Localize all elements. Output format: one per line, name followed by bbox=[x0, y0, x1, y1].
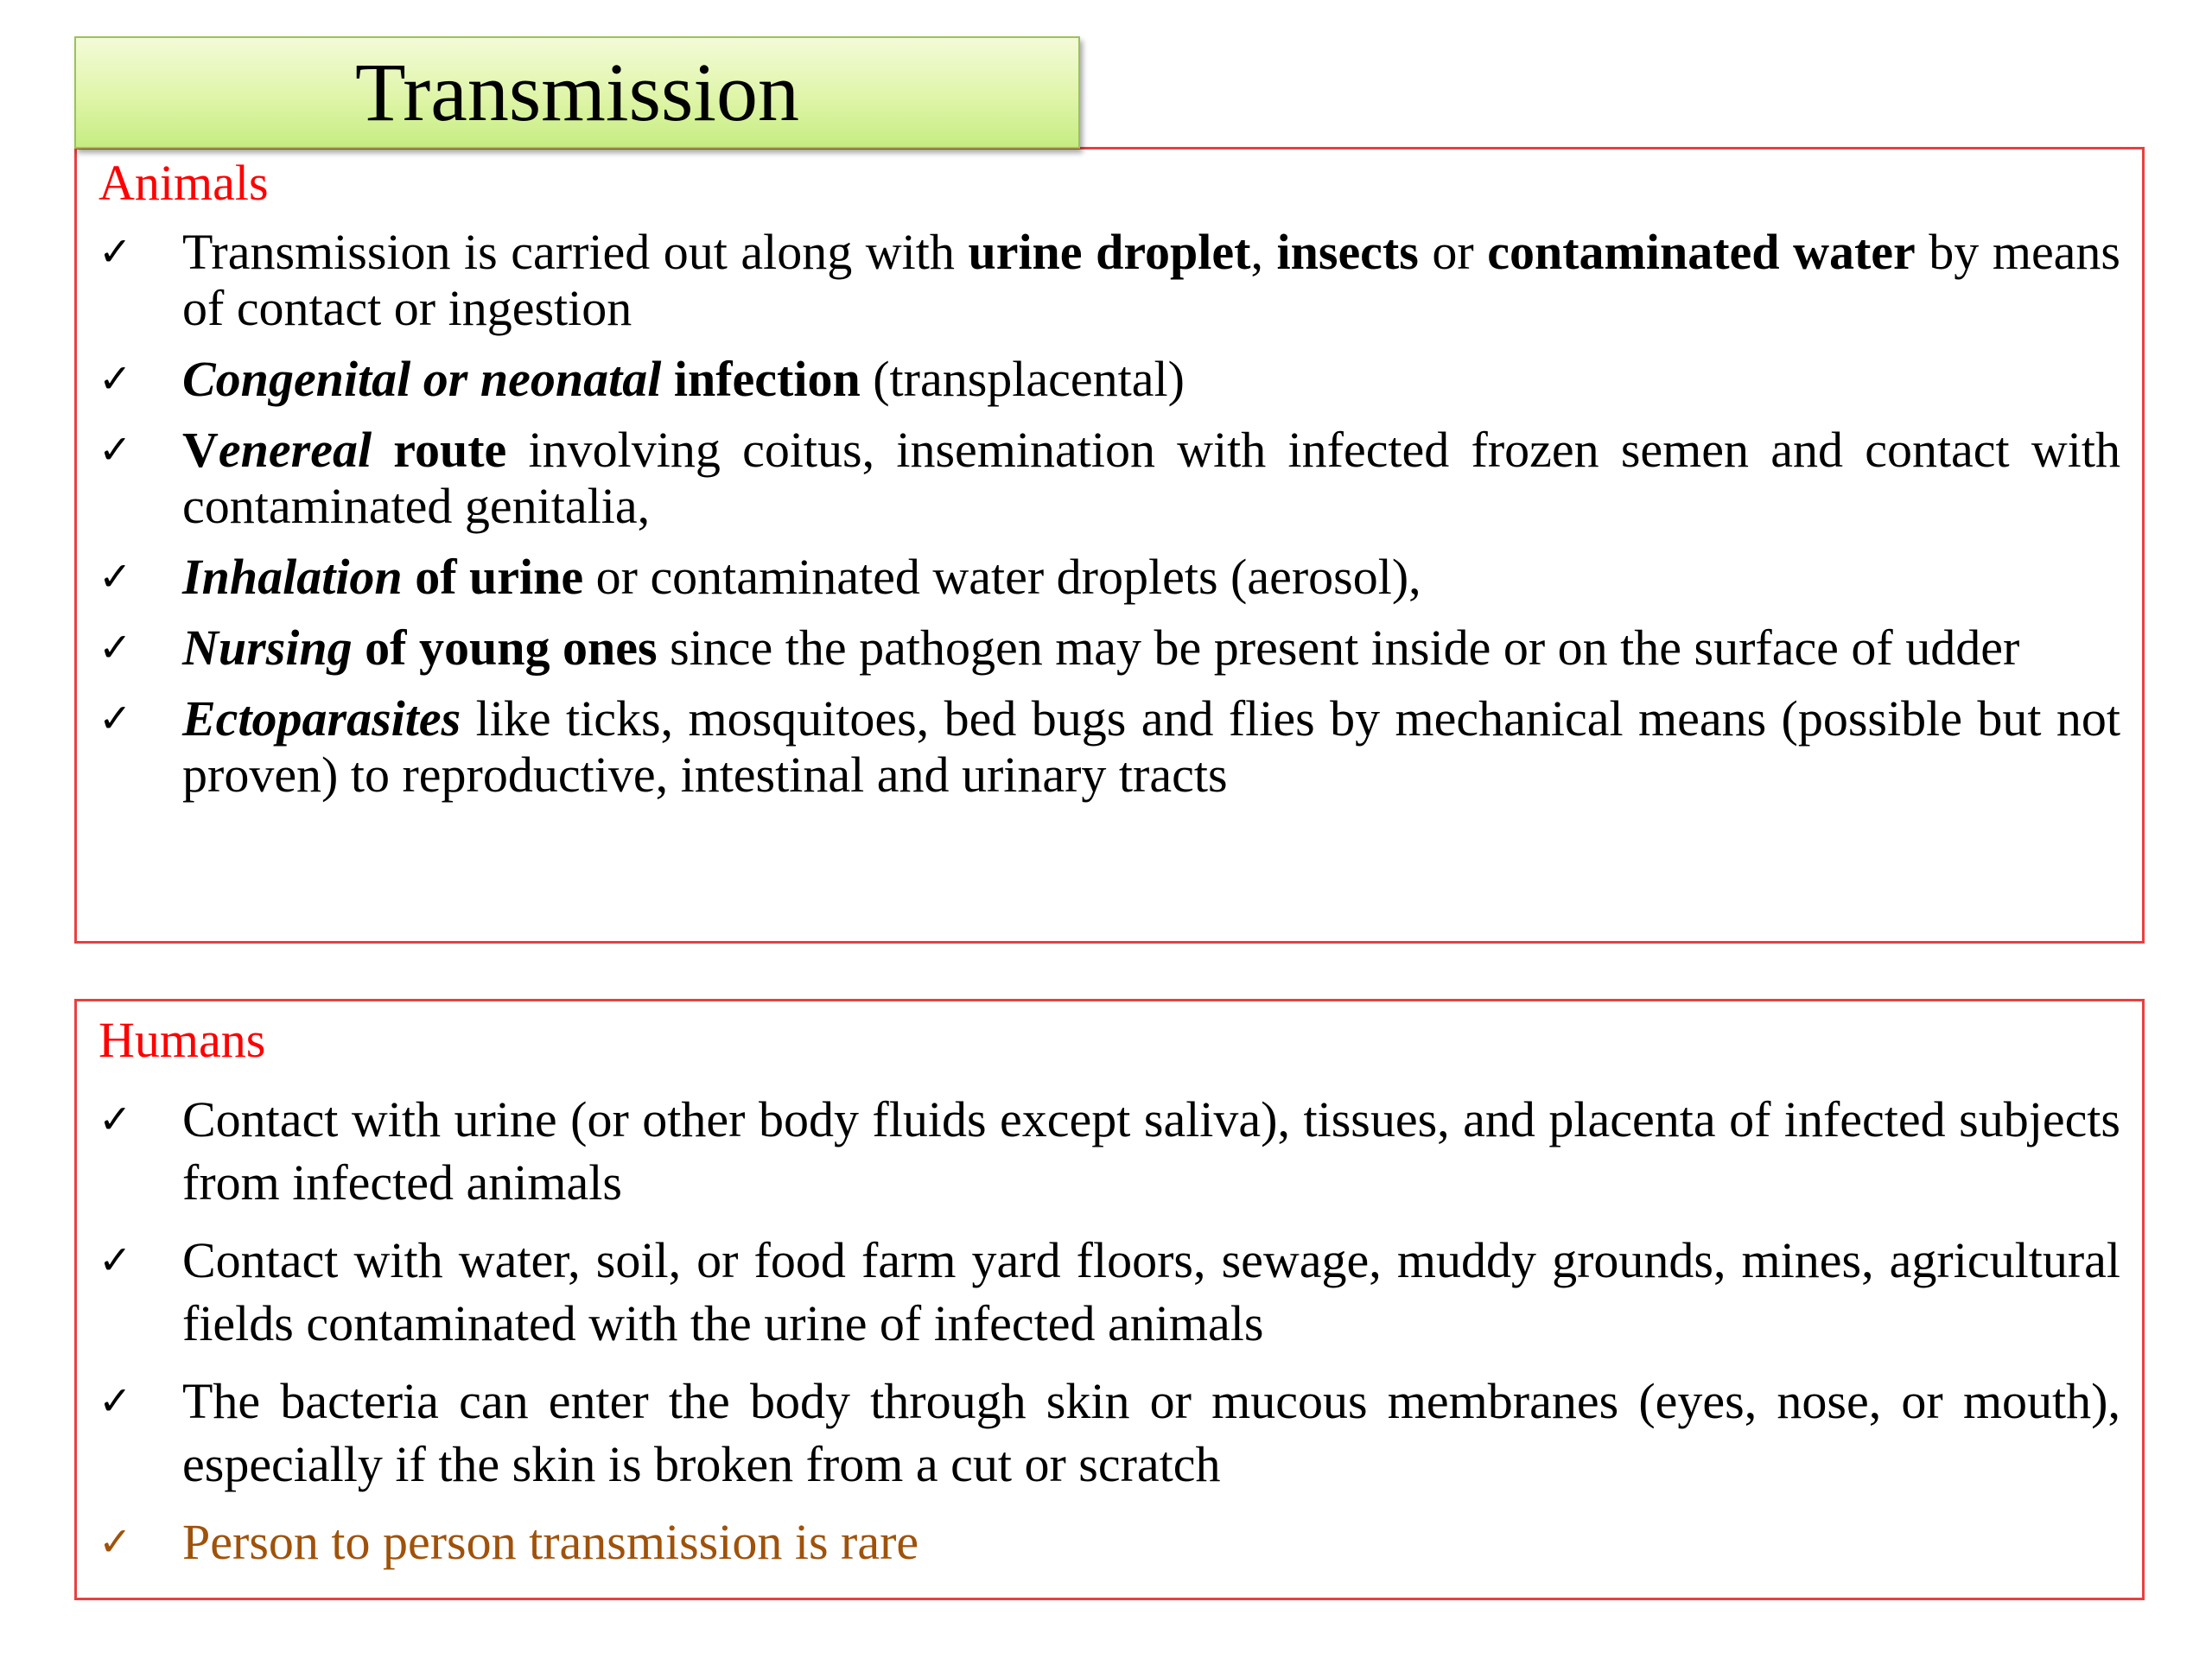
list-item bbox=[99, 224, 2120, 336]
text-run: since the pathogen may be present inside or on the surface of udder bbox=[657, 620, 2020, 676]
text-run: contaminated water bbox=[1487, 224, 1916, 280]
text-run: urine droplet bbox=[968, 224, 1251, 280]
check-icon: ✓ bbox=[99, 553, 132, 600]
text-run: of young ones bbox=[352, 620, 658, 676]
text-run: of urine bbox=[402, 549, 584, 605]
item-text bbox=[182, 422, 2120, 534]
check-icon: ✓ bbox=[99, 624, 132, 671]
check-icon: ✓ bbox=[99, 228, 132, 275]
text-run: enereal bbox=[218, 422, 372, 478]
item-text bbox=[182, 690, 2120, 803]
humans-list bbox=[99, 1088, 2120, 1588]
list-item bbox=[99, 620, 2120, 676]
check-icon: ✓ bbox=[99, 695, 132, 741]
text-run: Nursing bbox=[182, 620, 353, 676]
item-text bbox=[182, 1229, 2120, 1355]
check-icon: ✓ bbox=[99, 1096, 132, 1142]
check-icon: ✓ bbox=[99, 355, 132, 402]
item-text bbox=[182, 1370, 2120, 1496]
check-icon: ✓ bbox=[99, 426, 132, 473]
item-text bbox=[182, 224, 2120, 336]
animals-panel bbox=[74, 147, 2145, 944]
text-run: infection bbox=[661, 351, 861, 407]
page-title: Transmission bbox=[355, 46, 799, 138]
text-run: by means of contact or ingestion bbox=[182, 224, 2120, 336]
text-run: Inhalation bbox=[182, 549, 403, 605]
list-item bbox=[99, 1088, 2120, 1214]
list-item bbox=[99, 690, 2120, 803]
text-run: Transmission is carried out along with bbox=[182, 224, 969, 280]
animals-list bbox=[99, 224, 2120, 817]
animals-heading: Animals bbox=[99, 155, 269, 211]
text-run: route bbox=[372, 422, 507, 478]
list-item bbox=[99, 351, 2120, 407]
text-run: Person to person transmission is rare bbox=[182, 1514, 919, 1570]
check-icon: ✓ bbox=[99, 1377, 132, 1424]
item-text bbox=[182, 1510, 2120, 1573]
text-run: like ticks, mosquitoes, bed bugs and flies by mechanical means (possible but not proven) to reproductive, intestinal and urinary tracts bbox=[182, 690, 2120, 803]
item-text bbox=[182, 1088, 2120, 1214]
text-run: Congenital or neonatal bbox=[182, 351, 662, 407]
list-item bbox=[99, 422, 2120, 534]
check-icon: ✓ bbox=[99, 1518, 132, 1565]
text-run: Contact with water, soil, or food farm yard floors, sewage, muddy grounds, mines, agricultural fields contaminated with the urine of infected animals bbox=[182, 1232, 2120, 1351]
check-icon: ✓ bbox=[99, 1236, 132, 1283]
item-text bbox=[182, 620, 2120, 676]
text-run: Ectoparasites bbox=[182, 690, 461, 747]
text-run: or bbox=[1418, 224, 1488, 280]
text-run: insects bbox=[1276, 224, 1419, 280]
text-run: Contact with urine (or other body fluids except saliva), tissues, and placenta of infected subjects from infected animals bbox=[182, 1091, 2120, 1211]
text-run: (transplacental) bbox=[860, 351, 1185, 407]
text-run: V bbox=[182, 422, 219, 478]
text-run: The bacteria can enter the body through skin or mucous membranes (eyes, nose, or mouth), especially if the skin is broken from a cut or scratch bbox=[182, 1373, 2120, 1492]
humans-heading: Humans bbox=[99, 1012, 266, 1068]
text-run: or contaminated water droplets (aerosol), bbox=[583, 549, 1421, 605]
list-item bbox=[99, 1510, 2120, 1573]
text-run: , bbox=[1250, 224, 1277, 280]
item-text bbox=[182, 549, 2120, 605]
title-banner bbox=[74, 36, 1080, 149]
list-item bbox=[99, 549, 2120, 605]
list-item bbox=[99, 1229, 2120, 1355]
item-text bbox=[182, 351, 2120, 407]
list-item bbox=[99, 1370, 2120, 1496]
humans-panel bbox=[74, 999, 2145, 1600]
text-run: involving coitus, insemination with infected frozen semen and contact with contaminated genitalia, bbox=[182, 422, 2120, 534]
